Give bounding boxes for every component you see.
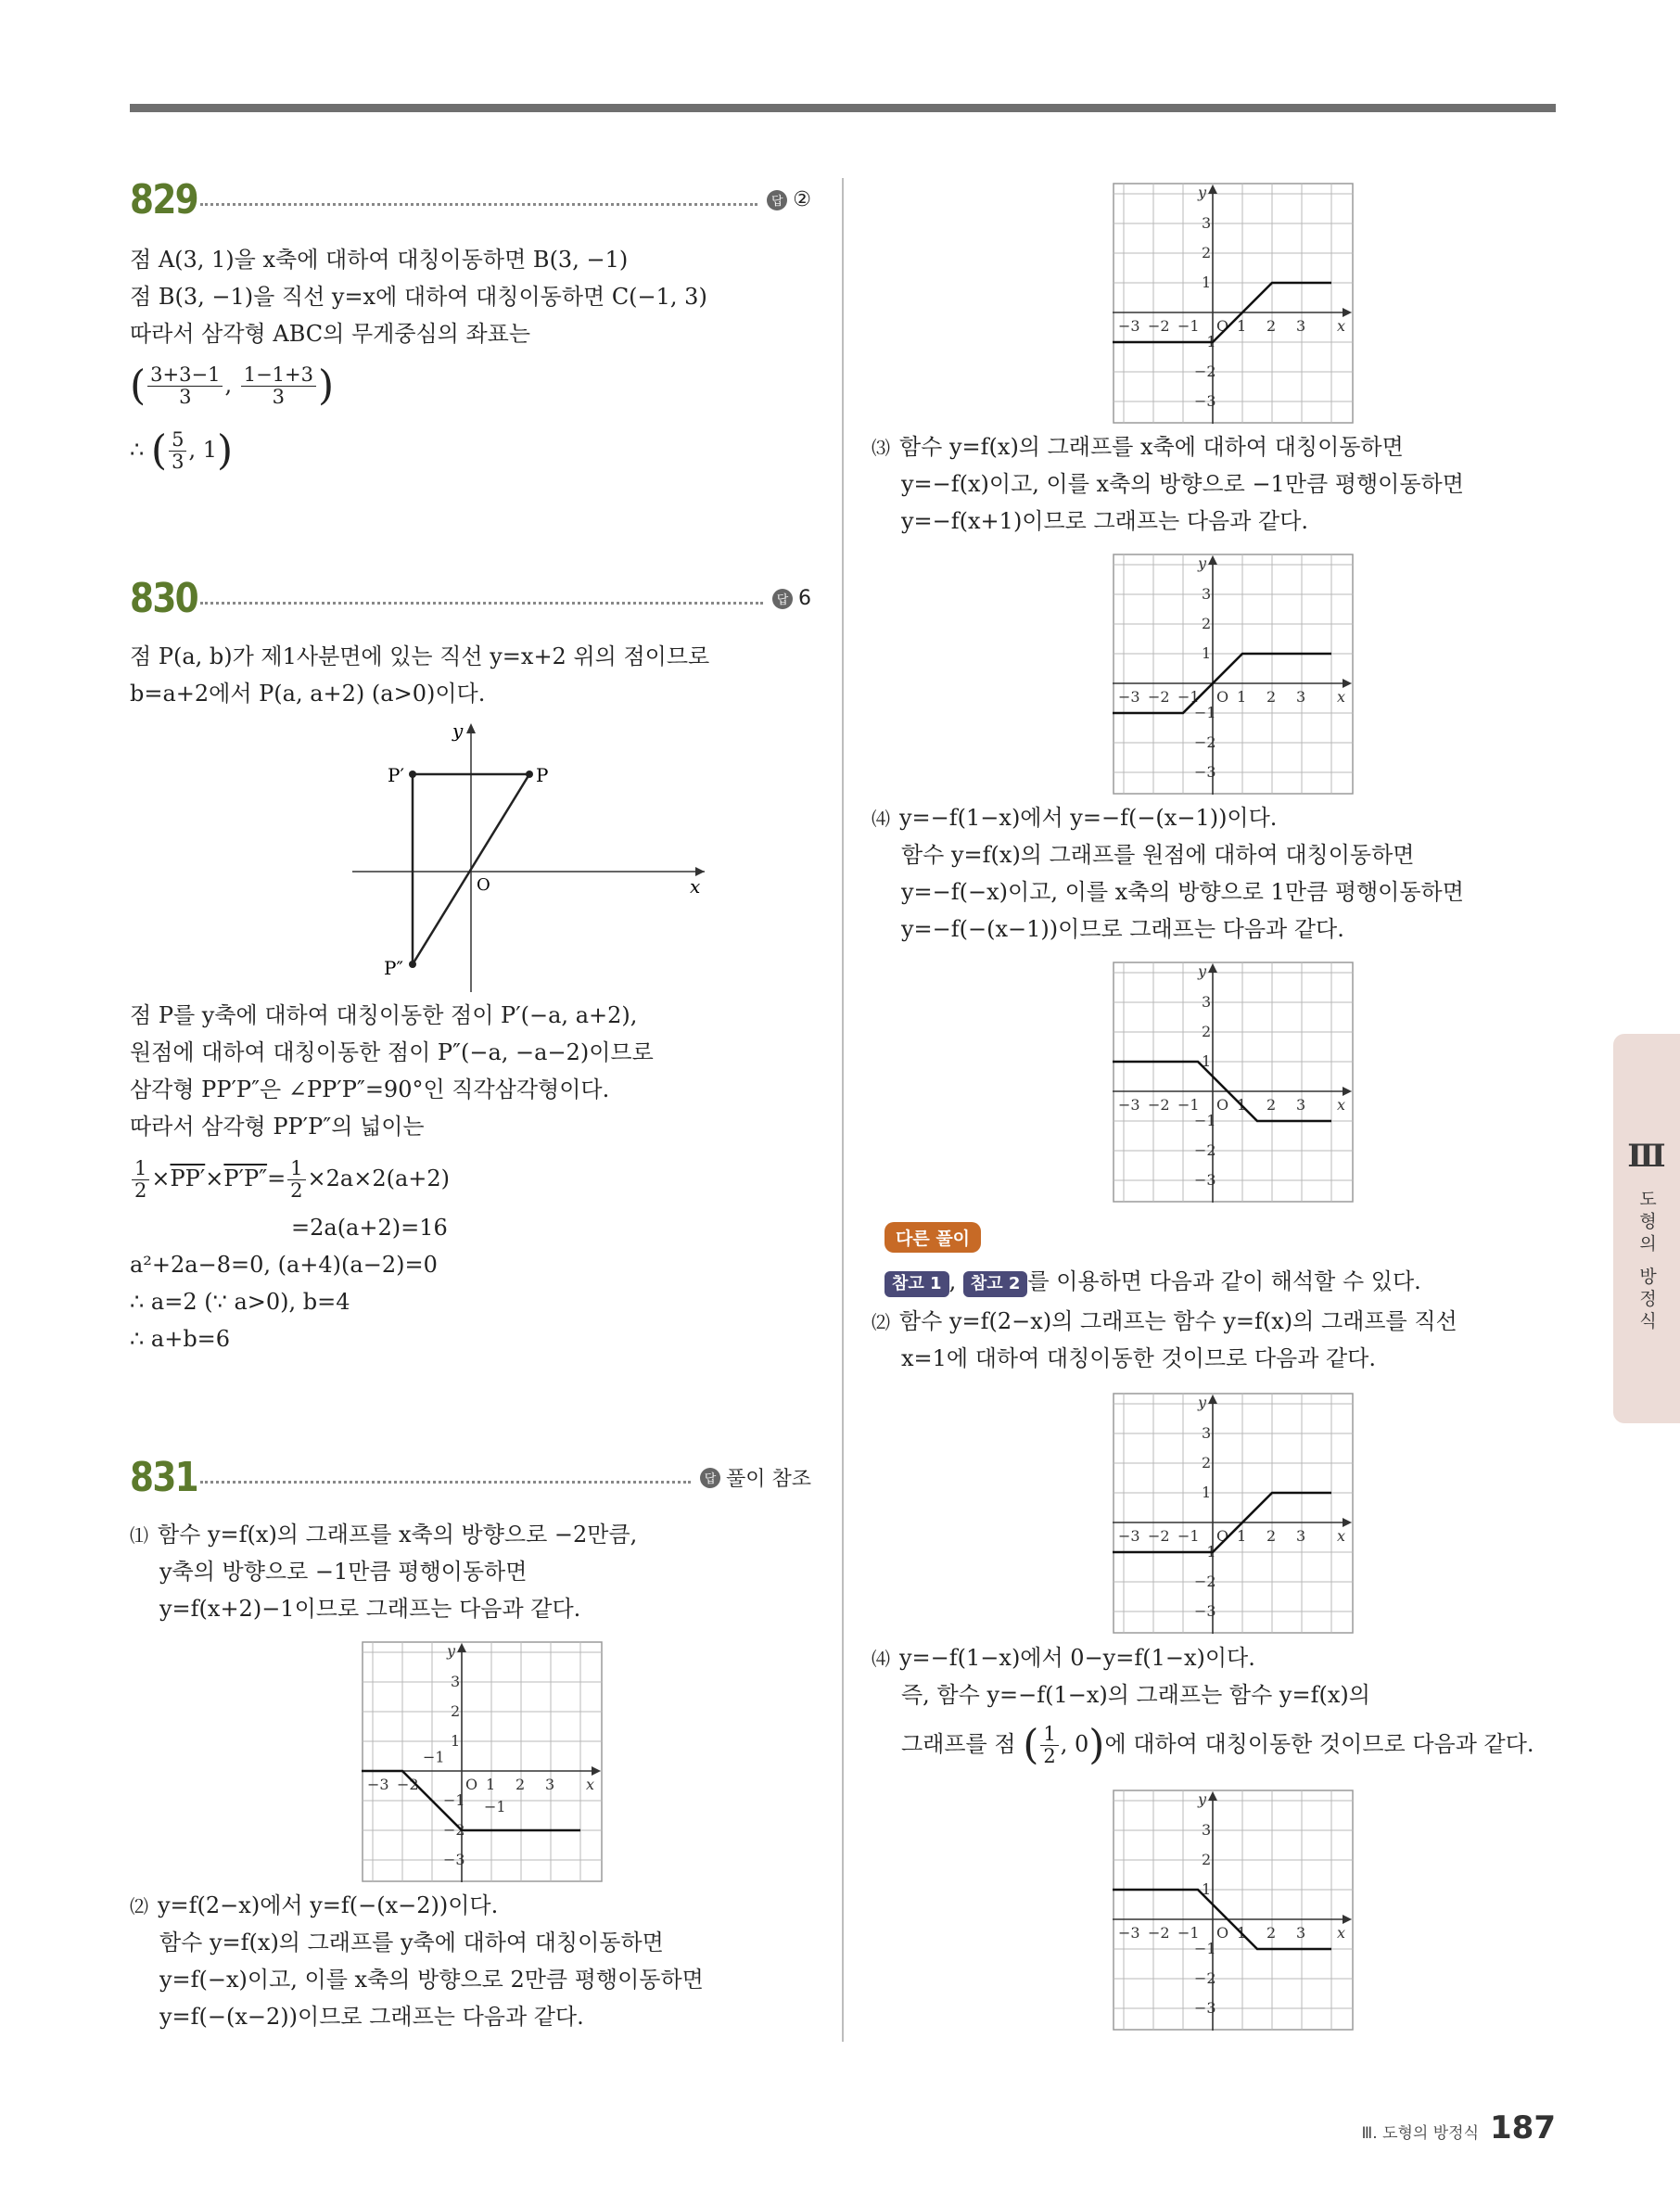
x-tick-label: 3 xyxy=(545,1776,555,1793)
fraction: $\frac{5}{3}$ xyxy=(169,429,186,473)
y-tick-label: −3 xyxy=(443,1851,465,1868)
y-tick-label: −1 xyxy=(1194,1112,1216,1129)
p830-line-2: b=a+2에서 P(a, a+2) (a>0)이다. xyxy=(130,681,486,707)
point-p-double-prime-label: P″ xyxy=(384,957,403,979)
x-tick-label: −3 xyxy=(1118,688,1140,706)
x-axis-label: x xyxy=(1337,1527,1346,1545)
y-tick-label: −3 xyxy=(1194,1602,1216,1620)
origin-label: O xyxy=(1216,1924,1229,1942)
fraction: $\frac{1}{2}$ xyxy=(287,1158,305,1202)
answer-icon: 답 xyxy=(700,1468,720,1488)
extra-label: −1 xyxy=(484,1798,506,1815)
y-axis-label: y xyxy=(452,720,464,742)
x-axis-label: x xyxy=(586,1776,595,1793)
x-tick-label: −3 xyxy=(1118,1924,1140,1942)
problem-number: 831 xyxy=(130,1454,197,1501)
alt-intro-line: 참고 1 , 참고 2 를 이용하면 다음과 같이 해석할 수 있다. xyxy=(885,1263,1421,1300)
x-tick-label: 1 xyxy=(486,1776,496,1793)
y-tick-label: 3 xyxy=(1202,585,1212,603)
answer-icon: 답 xyxy=(772,589,793,609)
chapter-title: 도형의 방정식 xyxy=(1636,1190,1657,1334)
alt-s4-line-2: 즉, 함수 y=−f(1−x)의 그래프는 함수 y=f(x)의 xyxy=(901,1682,1370,1708)
y-tick-label: −1 xyxy=(1194,704,1216,721)
p831-s2-line-1: ⑵ y=f(2−x)에서 y=f(−(x−2))이다. xyxy=(130,1892,499,1918)
x-tick-label: 2 xyxy=(1266,1527,1277,1545)
x-tick-label: 3 xyxy=(1296,1527,1306,1545)
y-tick-label: 1 xyxy=(451,1732,461,1750)
y-tick-label: −3 xyxy=(1194,1171,1216,1189)
top-rule xyxy=(130,104,1556,112)
alt-s4-line-1: ⑷ y=−f(1−x)에서 0−y=f(1−x)이다. xyxy=(872,1645,1255,1671)
y-tick-label: 3 xyxy=(1202,993,1212,1011)
p830-line-10: ∴ a=2 (∵ a>0), b=4 xyxy=(130,1289,350,1315)
p830-line-6: 따라서 삼각형 PP′P″의 넓이는 xyxy=(130,1114,425,1140)
x-tick-label: 2 xyxy=(1266,1096,1277,1114)
p831-s3-line-1: ⑶ 함수 y=f(x)의 그래프를 x축에 대하여 대칭이동하면 xyxy=(872,434,1404,460)
y-tick-label: −1 xyxy=(443,1791,465,1809)
y-axis-label: y xyxy=(1198,184,1207,201)
page-footer xyxy=(1362,2109,1556,2146)
problem-831-header xyxy=(130,1454,811,1501)
p831-s2-line-2: 함수 y=f(x)의 그래프를 y축에 대하여 대칭이동하면 xyxy=(159,1930,664,1955)
fraction: $\frac{1-1+3}{3}$ xyxy=(241,364,316,408)
x-tick-label: 3 xyxy=(1296,317,1306,335)
answer-value: ② xyxy=(793,188,811,211)
x-axis-label: x xyxy=(1337,1096,1346,1114)
point-p-prime-label: P′ xyxy=(388,764,404,786)
p831-s1-line-2: y축의 방향으로 −1만큼 평행이동하면 xyxy=(159,1559,528,1585)
x-tick-label: −2 xyxy=(1148,1924,1170,1942)
x-tick-label: −3 xyxy=(1118,1096,1140,1114)
p830-line-11: ∴ a+b=6 xyxy=(130,1326,231,1352)
reference-2-badge[interactable]: 참고 2 xyxy=(963,1271,1028,1297)
footer-chapter: Ⅲ. 도형의 방정식 xyxy=(1361,2124,1480,2143)
y-axis-label: y xyxy=(1198,1790,1207,1808)
x-tick-label: 3 xyxy=(1296,1924,1306,1942)
x-tick-label: −2 xyxy=(1148,317,1170,335)
y-tick-label: 2 xyxy=(1202,615,1212,632)
y-tick-label: 1 xyxy=(1202,1052,1212,1070)
answer-value: 풀이 참조 xyxy=(725,1468,811,1491)
y-tick-label: −2 xyxy=(1194,733,1216,751)
p830-line-9: a²+2a−8=0, (a+4)(a−2)=0 xyxy=(130,1252,438,1278)
problem-829-header xyxy=(130,176,811,223)
y-tick-label: 1 xyxy=(1202,1484,1212,1501)
x-axis-label: x xyxy=(1337,1924,1346,1942)
y-axis-label: y xyxy=(447,1642,456,1660)
x-tick-label: 2 xyxy=(1266,1924,1277,1942)
y-tick-label: −2 xyxy=(1194,1141,1216,1159)
p830-line-5: 삼각형 PP′P″은 ∠PP′P″=90°인 직각삼각형이다. xyxy=(130,1076,610,1102)
x-tick-label: −3 xyxy=(1118,1527,1140,1545)
alt-s4-line-3: 그래프를 점 ( $\frac{1}{2}$ , 0)에 대하여 대칭이동한 것이므로 다음과 같다. xyxy=(901,1721,1534,1769)
column-divider xyxy=(842,178,844,2042)
x-tick-label: −2 xyxy=(397,1776,419,1793)
p831-s4-line-1: ⑷ y=−f(1−x)에서 y=−f(−(x−1))이다. xyxy=(872,805,1278,831)
y-tick-label: 2 xyxy=(1202,1851,1212,1868)
p831-s2-line-3: y=f(−x)이고, 이를 x축의 방향으로 2만큼 평행이동하면 xyxy=(159,1967,704,1993)
y-tick-label: −2 xyxy=(1194,1573,1216,1590)
origin-label: O xyxy=(1216,1527,1229,1545)
p831-s4-line-4: y=−f(−(x−1))이므로 그래프는 다음과 같다. xyxy=(901,916,1344,942)
problem-number: 829 xyxy=(130,176,197,223)
x-tick-label: 3 xyxy=(1296,688,1306,706)
graph-831-4 xyxy=(1113,962,1354,1203)
leader-dots xyxy=(200,1481,691,1484)
p830-line-4: 원점에 대하여 대칭이동한 점이 P″(−a, −a−2)이므로 xyxy=(130,1039,654,1065)
p830-line-8: =2a(a+2)=16 xyxy=(291,1215,448,1241)
p829-result: ∴ ( $\frac{5}{3}$ , 1) xyxy=(130,427,234,475)
y-axis-label: y xyxy=(1198,554,1207,572)
p829-line-2: 점 B(3, −1)을 직선 y=x에 대하여 대칭이동하면 C(−1, 3) xyxy=(130,284,707,310)
extra-label: −1 xyxy=(423,1748,445,1766)
y-tick-label: 2 xyxy=(1202,1454,1212,1471)
y-axis-label: y xyxy=(1198,1394,1207,1411)
chapter-side-tab[interactable] xyxy=(1613,1034,1680,1423)
y-tick-label: −2 xyxy=(1194,1969,1216,1987)
y-tick-label: 3 xyxy=(1202,214,1212,232)
x-tick-label: −1 xyxy=(1177,1527,1200,1545)
p830-area-expression: $\frac{1}{2}$ ×PP′×P′P″= $\frac{1}{2}$ ×2a×2(a+2) xyxy=(130,1154,450,1203)
origin-label: O xyxy=(1216,1096,1229,1114)
answer-value: 6 xyxy=(798,587,811,610)
x-tick-label: 2 xyxy=(1266,688,1277,706)
origin-label: O xyxy=(1216,688,1229,706)
y-tick-label: 3 xyxy=(451,1673,461,1690)
x-axis-label: x xyxy=(690,875,701,898)
y-tick-label: −2 xyxy=(1194,363,1216,380)
x-tick-label: 1 xyxy=(1237,317,1247,335)
alternative-solution-tag: 다른 풀이 xyxy=(885,1222,981,1253)
problem-number: 830 xyxy=(130,575,197,622)
x-tick-label: 2 xyxy=(1266,317,1277,335)
x-tick-label: −1 xyxy=(1177,1924,1200,1942)
y-tick-label: 2 xyxy=(1202,244,1212,261)
reference-1-badge[interactable]: 참고 1 xyxy=(885,1271,949,1297)
y-tick-label: −3 xyxy=(1194,392,1216,410)
x-tick-label: 3 xyxy=(1296,1096,1306,1114)
x-axis-label: x xyxy=(1337,688,1346,706)
graph-831-3 xyxy=(1113,554,1354,795)
p831-s4-line-3: y=−f(−x)이고, 이를 x축의 방향으로 1만큼 평행이동하면 xyxy=(901,879,1464,905)
y-tick-label: 1 xyxy=(1202,644,1212,662)
graph-831-1 xyxy=(362,1641,603,1882)
leader-dots xyxy=(200,602,763,605)
problem-830-header xyxy=(130,575,811,622)
y-tick-label: 2 xyxy=(1202,1023,1212,1040)
y-tick-label: −1 xyxy=(1194,1940,1216,1957)
x-tick-label: −1 xyxy=(1177,317,1200,335)
p829-line-1: 점 A(3, 1)을 x축에 대하여 대칭이동하면 B(3, −1) xyxy=(130,247,629,273)
fraction: $\frac{1}{2}$ xyxy=(132,1158,149,1202)
y-tick-label: −1 xyxy=(1194,1543,1216,1560)
p831-s1-line-3: y=f(x+2)−1이므로 그래프는 다음과 같다. xyxy=(159,1596,581,1622)
x-tick-label: −2 xyxy=(1148,688,1170,706)
answer-icon: 답 xyxy=(767,190,787,210)
y-tick-label: 3 xyxy=(1202,1424,1212,1442)
leader-dots xyxy=(200,203,757,206)
point-p-label: P xyxy=(536,764,549,786)
graph-831-2 xyxy=(1113,183,1354,424)
p829-line-3: 따라서 삼각형 ABC의 무게중심의 좌표는 xyxy=(130,321,531,347)
y-axis-label: y xyxy=(1198,962,1207,980)
y-tick-label: 1 xyxy=(1202,1880,1212,1898)
p830-line-1: 점 P(a, b)가 제1사분면에 있는 직선 y=x+2 위의 점이므로 xyxy=(130,643,710,669)
origin-label: O xyxy=(1216,317,1229,335)
x-tick-label: −3 xyxy=(1118,317,1140,335)
y-tick-label: −1 xyxy=(1194,333,1216,350)
graph-alt-4 xyxy=(1113,1790,1354,2031)
page-number: 187 xyxy=(1490,2109,1556,2146)
alt-s2-line-2: x=1에 대하여 대칭이동한 것이므로 다음과 같다. xyxy=(901,1345,1376,1371)
x-tick-label: −1 xyxy=(1177,688,1200,706)
p830-line-3: 점 P를 y축에 대하여 대칭이동한 점이 P′(−a, a+2), xyxy=(130,1002,638,1028)
x-tick-label: −2 xyxy=(1148,1527,1170,1545)
x-tick-label: 1 xyxy=(1237,688,1247,706)
y-tick-label: −3 xyxy=(1194,763,1216,781)
x-tick-label: −2 xyxy=(1148,1096,1170,1114)
origin-label: O xyxy=(477,875,490,895)
graph-alt-2 xyxy=(1113,1393,1354,1634)
x-tick-label: 1 xyxy=(1237,1527,1247,1545)
x-tick-label: −1 xyxy=(1177,1096,1200,1114)
alt-s2-line-1: ⑵ 함수 y=f(2−x)의 그래프는 함수 y=f(x)의 그래프를 직선 xyxy=(872,1308,1457,1334)
y-tick-label: −2 xyxy=(443,1821,465,1839)
x-axis-label: x xyxy=(1337,317,1346,335)
fraction: $\frac{1}{2}$ xyxy=(1040,1724,1058,1767)
p831-s3-line-3: y=−f(x+1)이므로 그래프는 다음과 같다. xyxy=(901,508,1309,534)
y-tick-label: 3 xyxy=(1202,1821,1212,1839)
y-tick-label: 1 xyxy=(1202,274,1212,291)
x-tick-label: 2 xyxy=(515,1776,526,1793)
y-tick-label: 2 xyxy=(451,1702,461,1720)
p831-s4-line-2: 함수 y=f(x)의 그래프를 원점에 대하여 대칭이동하면 xyxy=(901,842,1415,868)
p831-s2-line-4: y=f(−(x−2))이므로 그래프는 다음과 같다. xyxy=(159,2004,584,2030)
y-tick-label: −3 xyxy=(1194,1999,1216,2017)
p830-triangle-figure xyxy=(352,719,714,997)
x-tick-label: −3 xyxy=(367,1776,389,1793)
x-tick-label: 1 xyxy=(1237,1096,1247,1114)
p831-s3-line-2: y=−f(x)이고, 이를 x축의 방향으로 −1만큼 평행이동하면 xyxy=(901,471,1464,497)
chapter-roman-numeral: Ⅲ xyxy=(1627,1138,1666,1175)
p831-s1-line-1: ⑴ 함수 y=f(x)의 그래프를 x축의 방향으로 −2만큼, xyxy=(130,1522,638,1548)
p829-centroid-expression: ( $\frac{3+3-1}{3}$ , $\frac{1-1+3}{3}$ ) xyxy=(130,362,335,410)
x-tick-label: 1 xyxy=(1237,1924,1247,1942)
origin-label: O xyxy=(465,1776,478,1793)
fraction: $\frac{3+3-1}{3}$ xyxy=(147,364,223,408)
